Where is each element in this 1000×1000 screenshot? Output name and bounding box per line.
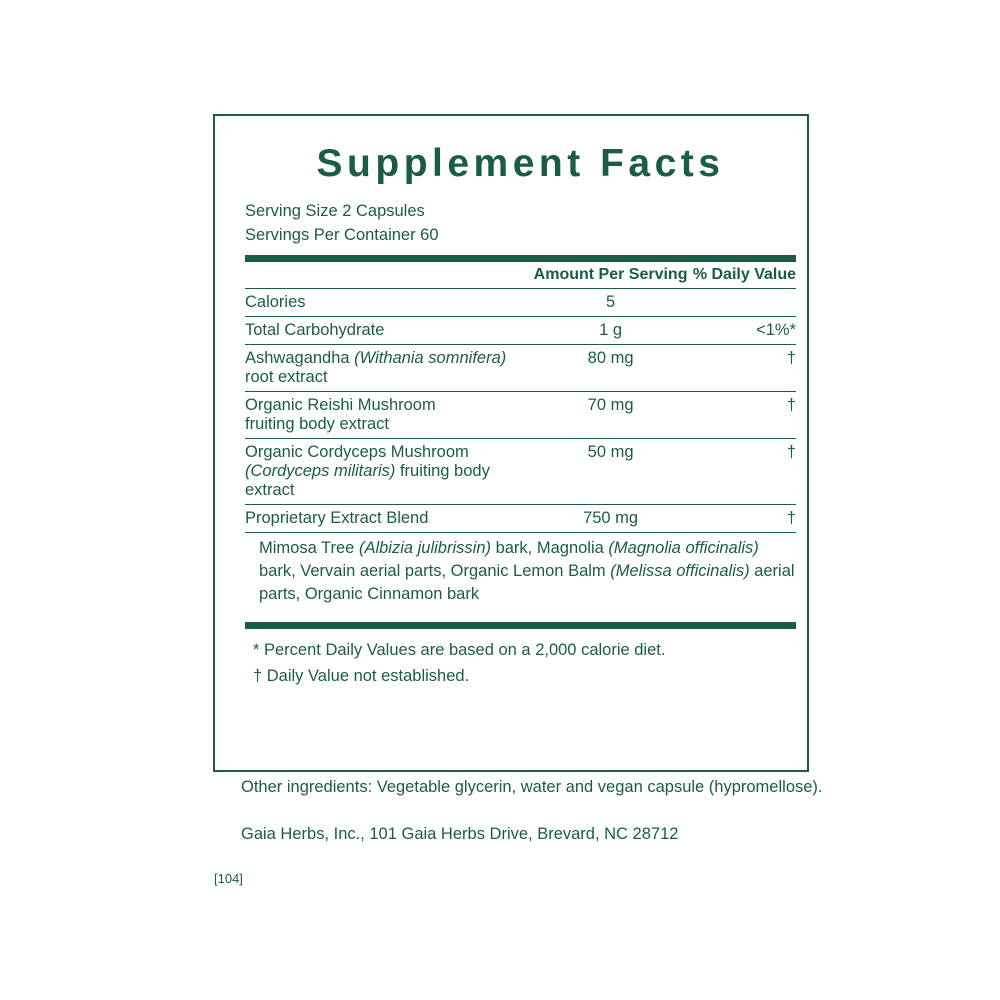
row-amount: 750 mg xyxy=(528,504,692,532)
table-row xyxy=(245,344,796,391)
row-daily-value: † xyxy=(693,438,796,504)
serving-size: Serving Size 2 Capsules xyxy=(245,201,425,220)
divider-thick-top xyxy=(245,255,796,262)
supplement-facts-panel xyxy=(213,114,809,772)
divider-thick-bottom xyxy=(245,622,796,629)
ingredient-name: Ashwagandha xyxy=(245,348,355,367)
row-name xyxy=(245,438,528,504)
ingredient-latin-name: (Withania somnifera) xyxy=(354,348,507,367)
other-ingredients: Other ingredients: Vegetable glycerin, water and vegan capsule (hypromellose). xyxy=(241,778,823,796)
row-amount: 1 g xyxy=(528,316,692,344)
row-daily-value: † xyxy=(693,391,796,438)
header-amount: Amount Per Serving xyxy=(533,265,688,283)
row-name: Proprietary Extract Blend xyxy=(245,504,528,532)
row-name xyxy=(245,344,528,391)
page-title: Supplement Facts xyxy=(316,142,725,185)
ingredient-part: root extract xyxy=(245,367,328,386)
blend-latin-2: (Magnolia officinalis) xyxy=(608,538,759,557)
row-daily-value: † xyxy=(693,344,796,391)
manufacturer-address: Gaia Herbs, Inc., 101 Gaia Herbs Drive, Brevard, NC 28712 xyxy=(241,825,679,843)
footnote-daily-values: * Percent Daily Values are based on a 2,000 calorie diet. xyxy=(253,640,666,659)
row-amount: 80 mg xyxy=(528,344,692,391)
header-daily-value: % Daily Value xyxy=(692,265,796,283)
row-daily-value xyxy=(693,288,796,316)
row-name: Calories xyxy=(245,288,528,316)
blend-text-1: Mimosa Tree xyxy=(259,538,359,557)
footnotes xyxy=(245,629,796,689)
blend-description xyxy=(245,532,796,614)
nutrition-table xyxy=(245,262,796,532)
row-daily-value: † xyxy=(693,504,796,532)
ingredient-name: Organic Cordyceps Mushroom xyxy=(245,442,469,461)
ingredient-name: Organic Reishi Mushroom xyxy=(245,395,436,414)
ingredient-part: fruiting body extract xyxy=(245,461,490,499)
table-row xyxy=(245,316,796,344)
blend-latin-1: (Albizia julibrissin) xyxy=(358,538,491,557)
row-name: Total Carbohydrate xyxy=(245,316,528,344)
blend-text-3: bark, Vervain aerial parts, Organic Lemon Balm xyxy=(259,561,611,580)
table-row xyxy=(245,391,796,438)
ingredient-part: fruiting body extract xyxy=(245,414,389,433)
table-row xyxy=(245,504,796,532)
table-row xyxy=(245,438,796,504)
blend-text-2: bark, Magnolia xyxy=(491,538,609,557)
table-header-row xyxy=(245,262,796,289)
servings-per-container: Servings Per Container 60 xyxy=(245,225,439,244)
footnote-dagger: † Daily Value not established. xyxy=(253,666,470,685)
table-row xyxy=(245,288,796,316)
row-amount: 5 xyxy=(528,288,692,316)
ingredient-latin-name: (Cordyceps militaris) xyxy=(245,461,396,480)
row-name xyxy=(245,391,528,438)
label-code: [104] xyxy=(214,871,243,886)
row-amount: 50 mg xyxy=(528,438,692,504)
panel-content xyxy=(245,128,796,689)
blend-text-4: aerial parts, Organic Cinnamon bark xyxy=(259,561,795,603)
row-amount: 70 mg xyxy=(528,391,692,438)
header-blank xyxy=(245,262,528,289)
blend-latin-3: (Melissa officinalis) xyxy=(610,561,750,580)
row-daily-value: <1%* xyxy=(693,316,796,344)
below-panel-text xyxy=(241,775,841,847)
